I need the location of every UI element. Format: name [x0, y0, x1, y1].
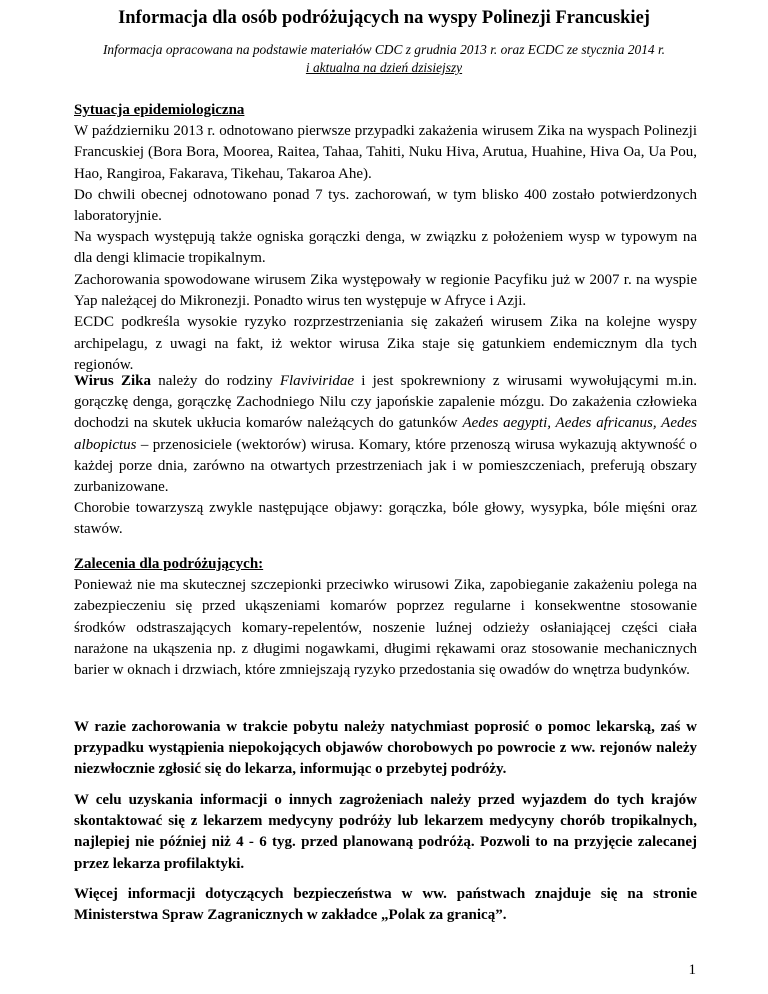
situation-paragraph-outbreak: W październiku 2013 r. odnotowano pierwsze przypadki zakażenia wirusem Zika na wyspach Polinezji Francuskiej (Bora Bora, Moorea, Raitea, Tahaa, Tahiti, Nuku Hiva, Arutua, Huahine, Hiva Oa, Ua Pou, Hao, Rangiroa, Fakarava, Tikehau, Takaroa Ahe).: [74, 123, 697, 182]
situation-paragraph-dengue: Na wyspach występują także ogniska gorączki denga, w związku z położeniem wysp w typowym na dla dengi klimacie tropikalnym.: [74, 229, 697, 267]
situation-heading: Sytuacja epidemiologiczna: [74, 102, 245, 118]
history-paragraph-ecdc: ECDC podkreśla wysokie ryzyko rozprzestrzeniania się zakażeń wirusem Zika na kolejne wyspy archipelagu, z uwagi na fakt, iż wektor wirusa Zika staje się gatunkiem endemicznym dla tych regionów.: [74, 314, 697, 373]
document-subtitle: [60, 41, 708, 77]
virus-family: Flaviviridae: [279, 373, 354, 389]
recommendations-section: [74, 554, 697, 681]
virus-text-3: – przenosiciele (wektorów) wirusa. Komary, które przenoszą wirusa wykazują aktywność o każdej porze dnia, zarówno na otwartych przestrzeniach jak i w pomieszczeniach, preferują obszary zurbanizowane.: [74, 436, 697, 496]
consultation-notice: [74, 790, 697, 875]
page-number: 1: [688, 962, 696, 978]
document-title: Informacja dla osób podróżujących na wyspy Polinezji Francuskiej: [118, 8, 650, 28]
virus-text-1: należy do rodziny: [150, 373, 280, 389]
situation-paragraph-cases: Do chwili obecnej odnotowano ponad 7 tys. zachorowań, w tym blisko 400 zostało potwierdzonych laboratoryjnie.: [74, 186, 697, 225]
virus-text-2: i jest spokrewniony z wirusami wywołującymi m.in. gorączkę denga, gorączkę Zachodniego Nilu czy japońskie zapalenie mózgu. Do zakażenia człowieka dochodzi na skutek ukłucia komarów należących do gatunków: [74, 373, 698, 432]
history-section: [74, 270, 697, 376]
subtitle-validity-line: i aktualna na dzień dzisiejszy: [305, 60, 463, 75]
recommendations-heading: Zalecenia dla podróżujących:: [74, 556, 264, 572]
virus-section: [74, 371, 697, 541]
recommendations-paragraph: Ponieważ nie ma skutecznej szczepionki przeciwko wirusowi Zika, zapobieganie zakażeniu polega na zabezpieczeniu się przed ukąszeniami komarów poprzez regularne i konsekwentne stosowanie środków odstraszających komary-repelentów, noszenie luźnej odzieży osłaniającej części ciała narażone na ukąszenia np. z długimi nogawkami, długimi rękawami oraz stosowanie mechanicznych barier w oknach i drzwiach, które zmniejszają ryzyko przedostania się owadów do wnętrza budynków.: [74, 577, 697, 679]
virus-paragraph: [74, 371, 697, 498]
consultation-notice-text: W celu uzyskania informacji o innych zagrożeniach należy przed wyjazdem do tych krajów skontaktować się z lekarzem medycyny podróży lub lekarzem medycyny chorób tropikalnych, najlepiej nie później niż 4 - 6 tyg. przed planowaną podróżą. Pozwoli to na przyjęcie zalecanej przez lekarza profilaktyki.: [74, 792, 697, 872]
illness-notice: [74, 717, 697, 781]
situation-section: [74, 100, 697, 270]
virus-lead: Wirus Zika: [74, 373, 151, 389]
ministry-notice-text: Więcej informacji dotyczących bezpieczeństwa w ww. państwach znajduje się na stronie Ministerstwa Spraw Zagranicznych w zakładce „Polak za granicą”.: [74, 886, 697, 924]
illness-notice-text: W razie zachorowania w trakcie pobytu należy natychmiast poprosić o pomoc lekarską, zaś w przypadku wystąpienia niepokojących objawów chorobowych po powrocie z ww. rejonów należy niezwłocznie zgłosić się do lekarza, informując o przebytej podróży.: [74, 719, 697, 778]
virus-species: Aedes aegypti, Aedes africanus, Aedes albopictus: [74, 415, 697, 453]
history-paragraph-pacific: Zachorowania spowodowane wirusem Zika występowały w regionie Pacyfiku już w 2007 r. na wyspie Yap należącej do Mikronezji. Ponadto wirus ten występuje w Afryce i Azji.: [74, 272, 697, 310]
virus-symptoms: Chorobie towarzyszą zwykle następujące objawy: gorączka, bóle głowy, wysypka, bóle mięśni oraz stawów.: [74, 500, 697, 538]
subtitle-source-line: Informacja opracowana na podstawie materiałów CDC z grudnia 2013 r. oraz ECDC ze stycznia 2014 r.: [102, 42, 666, 57]
ministry-notice: [74, 884, 697, 926]
